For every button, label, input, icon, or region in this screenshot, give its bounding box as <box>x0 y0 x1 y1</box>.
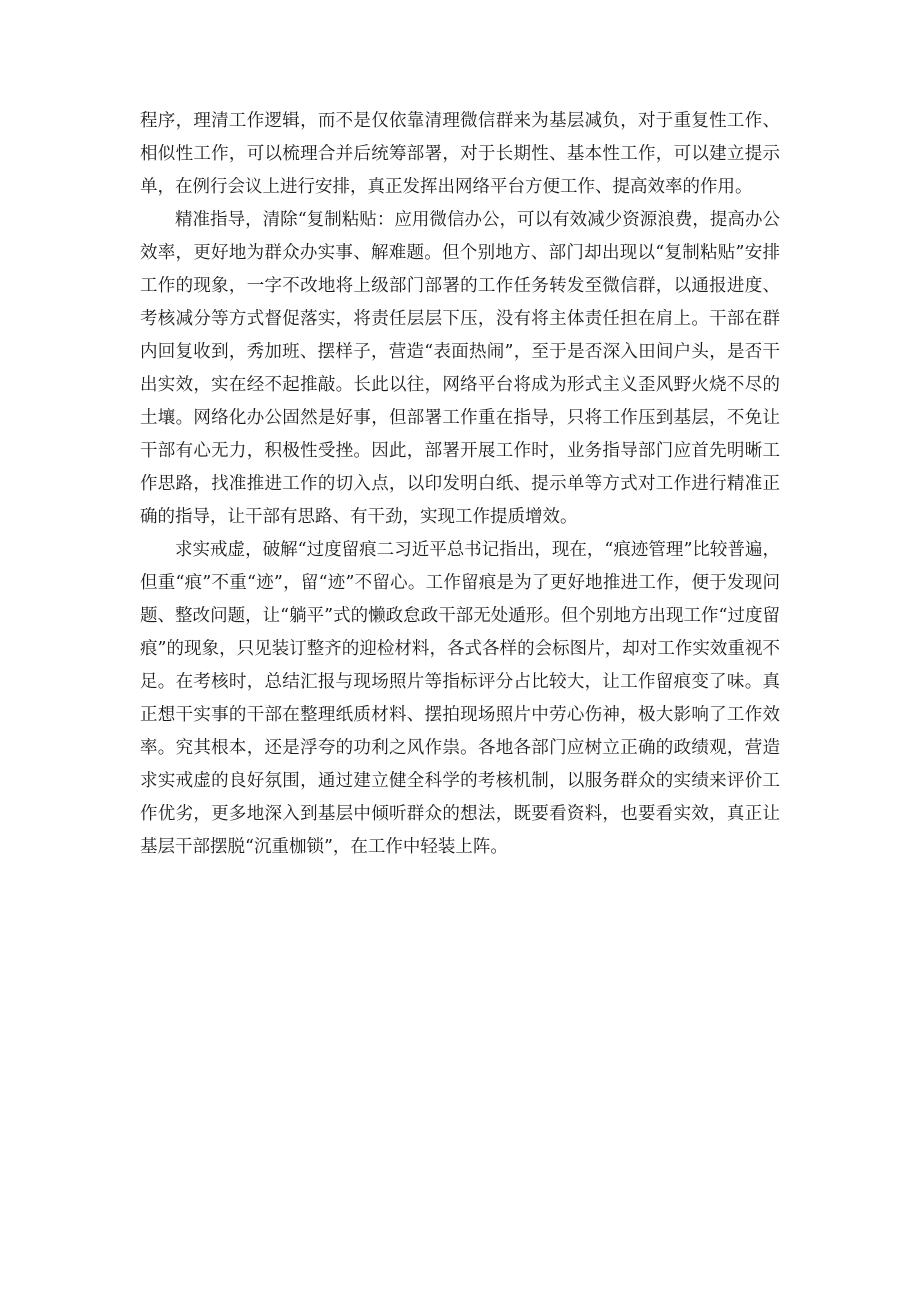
paragraph-seek-truth: 求实戒虚，破解“过度留痕二习近平总书记指出，现在，“痕迹管理”比较普遍，但重“痕”不重“迹”，留“迹”不留心。工作留痕是为了更好地推进工作，便于发现问题、整改问题，让“躺平”式的懒政怠政干部无处遁形。但个别地方出现工作“过度留痕”的现象，只见装订整齐的迎检材料，各式各样的会标图片，却对工作实效重视不足。在考核时，总结汇报与现场照片等指标评分占比较大，让工作留痕变了味。真正想干实事的干部在整理纸质材料、摆拍现场照片中劳心伤神，极大影响了工作效率。究其根本，还是浮夸的功利之风作祟。各地各部门应树立正确的政绩观，营造求实戒虚的良好氛围，通过建立健全科学的考核机制，以服务群众的实绩来评价工作优劣，更多地深入到基层中倾听群众的想法，既要看资料，也要看实效，真正让基层干部摆脱“沉重枷锁”，在工作中轻装上阵。 <box>140 540 780 857</box>
paragraph-precise-guidance: 精准指导，清除“复制粘贴：应用微信办公，可以有效减少资源浪费，提高办公效率，更好地为群众办实事、解难题。但个别地方、部门却出现以“复制粘贴”安排工作的现象，一字不改地将上级部门部署的工作任务转发至微信群，以通报进度、考核减分等方式督促落实，将责任层层下压，没有将主体责任担在肩上。干部在群内回复收到，秀加班、摆样子，营造“表面热闹”，至于是否深入田间户头，是否干出实效，实在经不起推敲。长此以往，网络平台将成为形式主义歪风野火烧不尽的土壤。网络化办公固然是好事，但部署工作重在指导，只将工作压到基层，不免让干部有心无力，积极性受挫。因此，部署开展工作时，业务指导部门应首先明晰工作思路，找准推进工作的切入点，以印发明白纸、提示单等方式对工作进行精准正确的指导，让干部有思路、有干劲，实现工作提质增效。 <box>140 210 780 527</box>
document-body <box>140 105 780 864</box>
paragraph-continuation: 程序，理清工作逻辑，而不是仅依靠清理微信群来为基层减负，对于重复性工作、相似性工作，可以梳理合并后统筹部署，对于长期性、基本性工作，可以建立提示单，在例行会议上进行安排，真正发挥出网络平台方便工作、提高效率的作用。 <box>140 111 780 197</box>
